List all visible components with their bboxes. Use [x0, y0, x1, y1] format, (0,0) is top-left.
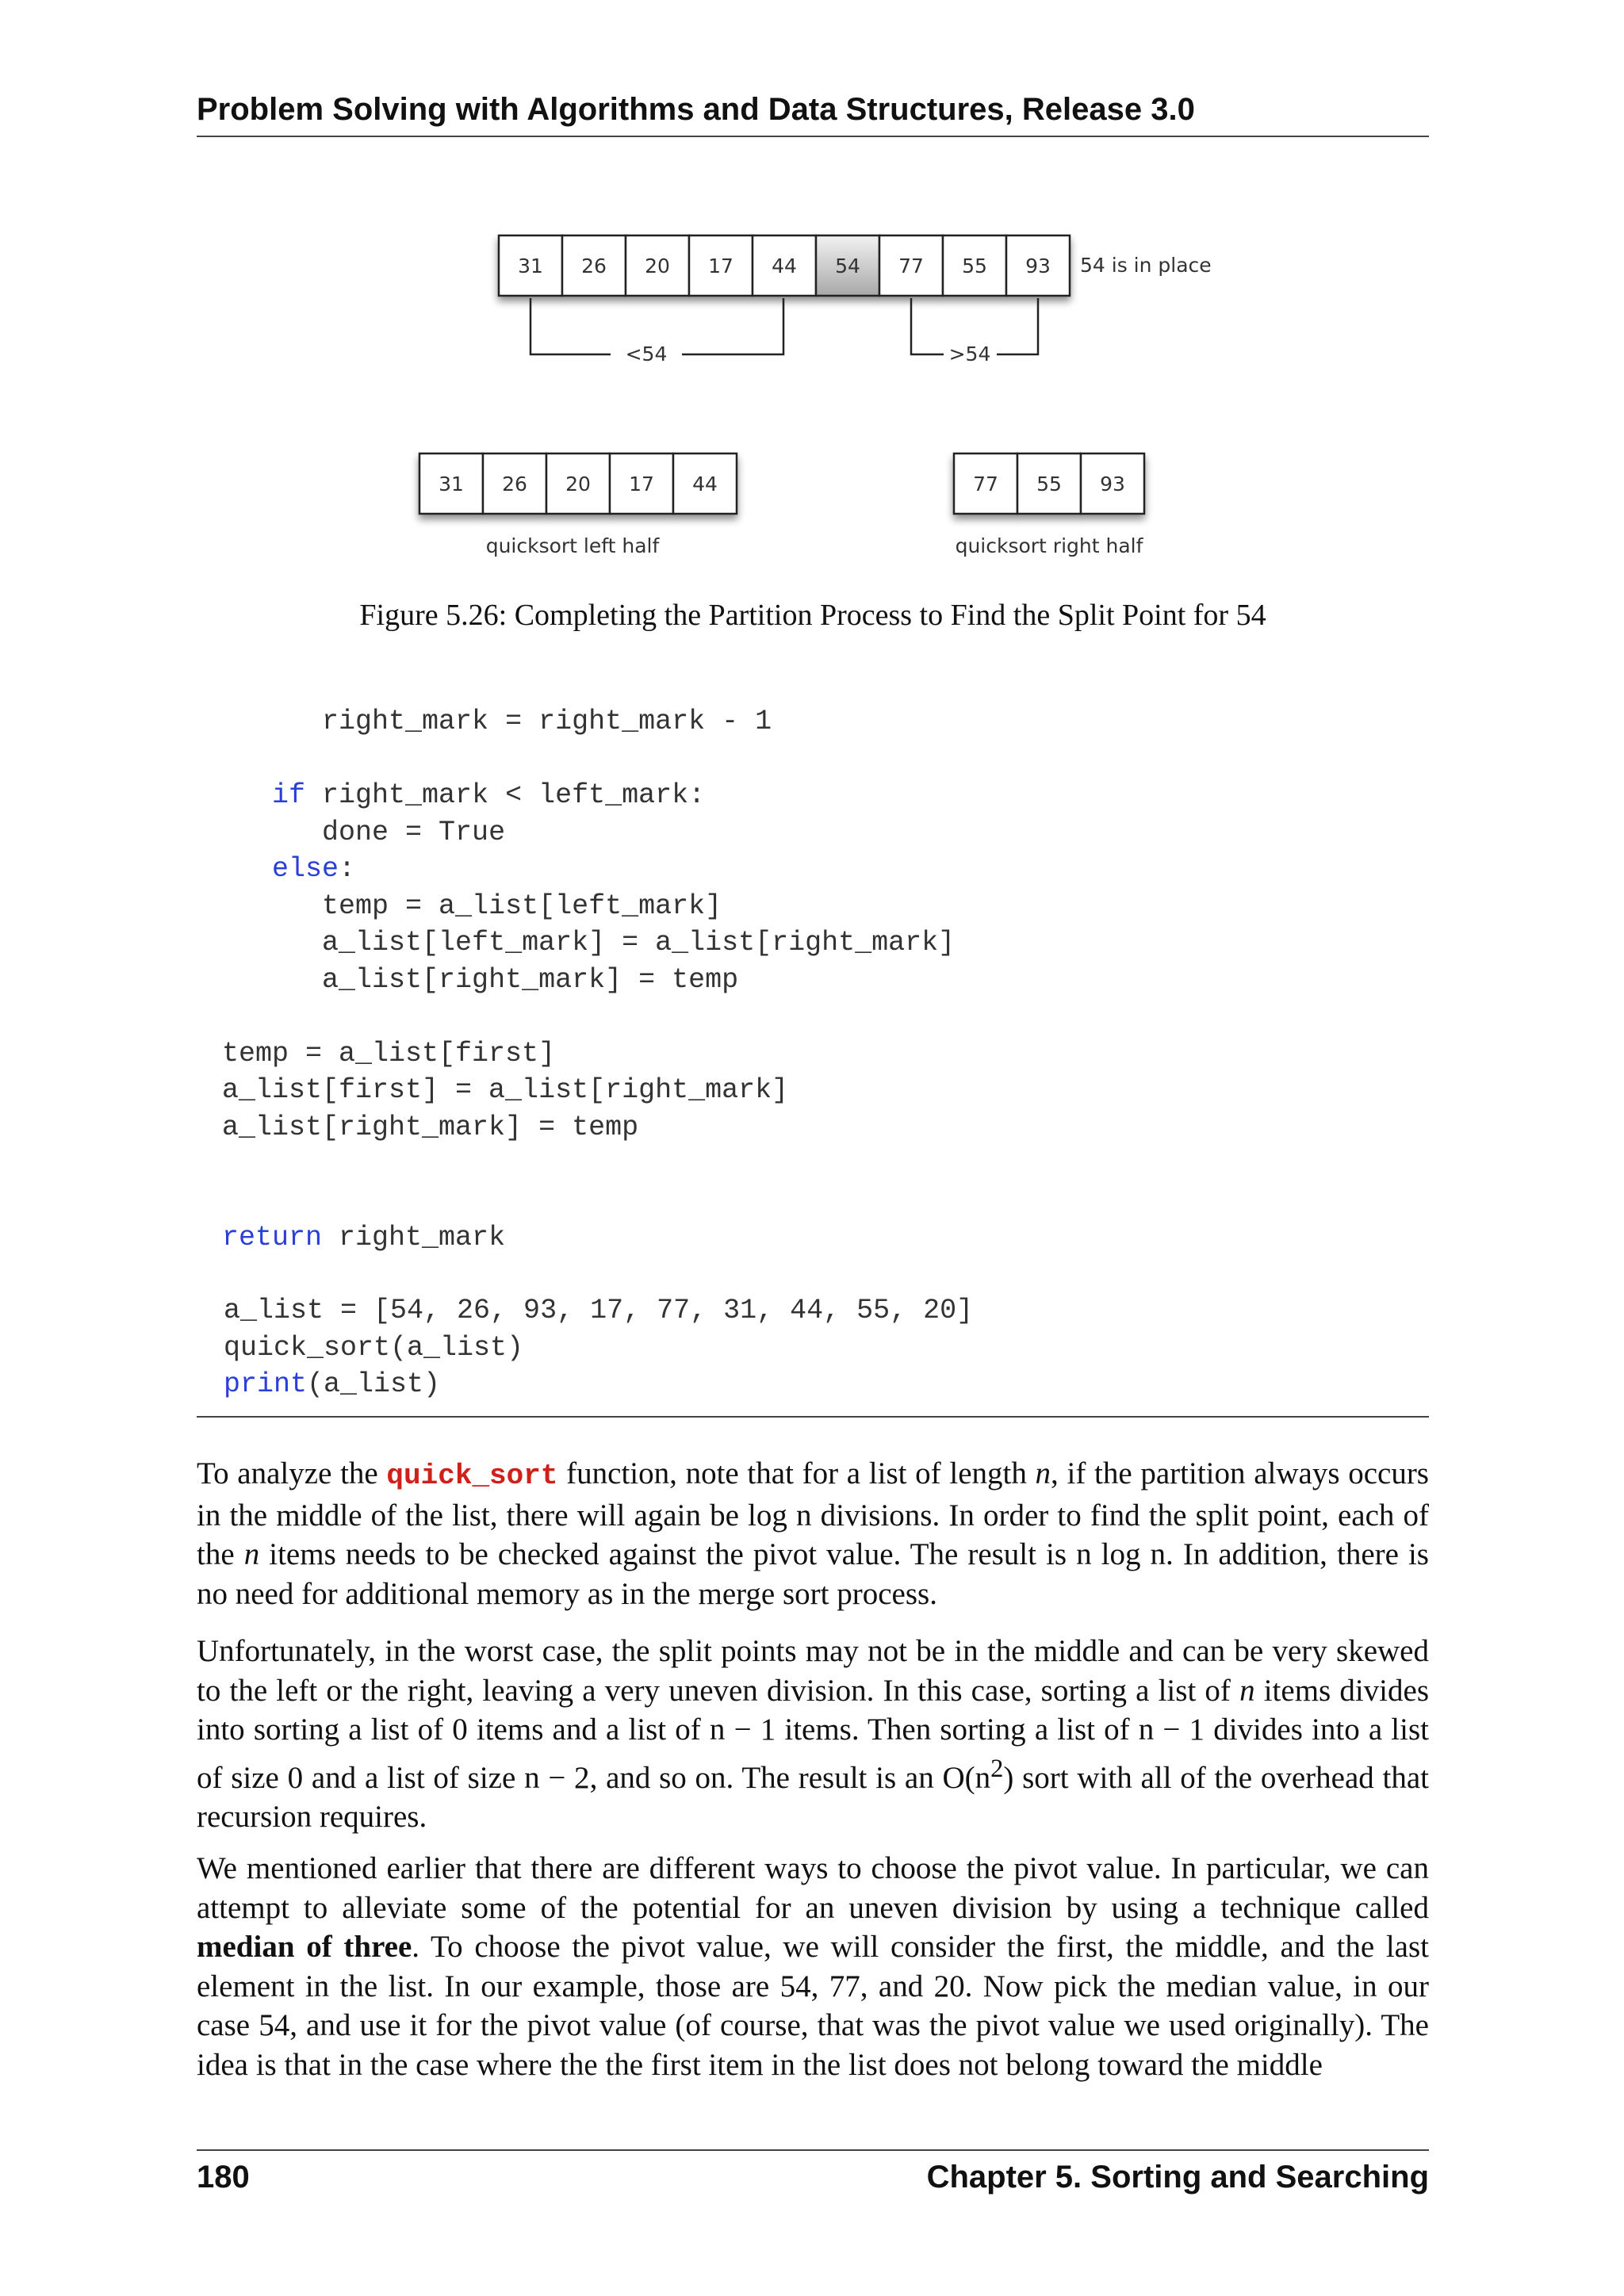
list-cell [943, 235, 1006, 296]
svg-text:55: 55 [1036, 473, 1062, 496]
running-header: Problem Solving with Algorithms and Data Structures, Release 3.0 [197, 92, 1195, 127]
svg-text:55: 55 [962, 254, 987, 277]
list-cell [610, 453, 673, 514]
paragraph-analysis: To analyze the quick_sort function, note that for a list of length n, if the partition always occurs in the middle of the list, there will again be log n divisions. In order to find the split point, each of the n items needs to be checked against the pivot value. The result is n log n. In addition, there is no need for additional memory as in the merge sort process. [197, 1456, 1429, 1611]
list-cell [419, 453, 483, 514]
right-half-cells [954, 453, 1144, 514]
list-cell [626, 235, 689, 296]
code-line: done = True [322, 816, 506, 848]
list-cell [954, 453, 1017, 514]
left-half-cells [419, 453, 737, 514]
svg-text:44: 44 [692, 473, 718, 496]
figure-caption: Figure 5.26: Completing the Partition Process to Find the Split Point for 54 [359, 599, 1266, 632]
svg-text:93: 93 [1025, 254, 1051, 277]
code-block [222, 703, 955, 1257]
code-line: a_list[left_mark] = a_list[right_mark] [322, 927, 956, 959]
svg-text:26: 26 [502, 473, 527, 496]
list-cell [879, 235, 943, 296]
code-line: a_list[right_mark] = temp [222, 1111, 639, 1143]
code-line: a_list[first] = a_list[right_mark] [222, 1074, 789, 1106]
svg-text:77: 77 [973, 473, 998, 496]
code-line: a_list[right_mark] = temp [322, 963, 739, 996]
list-cell [753, 235, 816, 296]
code-bottom-rule [197, 1416, 1429, 1418]
list-cell [673, 453, 737, 514]
list-cell [1081, 453, 1144, 514]
inline-code: quick_sort [386, 1460, 558, 1492]
code-line: return right_mark [222, 1222, 506, 1253]
right-bracket-label: >54 [948, 342, 991, 365]
list-cell [499, 235, 562, 296]
svg-text:31: 31 [439, 473, 464, 496]
svg-text:54: 54 [835, 254, 860, 277]
code-line: if right_mark < left_mark: [272, 779, 706, 811]
list-cell [483, 453, 546, 514]
svg-text:17: 17 [708, 254, 733, 277]
header-rule [197, 136, 1429, 137]
code-line: right_mark = right_mark - 1 [322, 706, 772, 737]
partition-figure [396, 222, 1269, 571]
list-cell [1017, 453, 1081, 514]
svg-text:17: 17 [629, 473, 654, 496]
svg-text:77: 77 [898, 254, 924, 277]
paragraph-median-of-three: We mentioned earlier that there are different ways to choose the pivot value. In particular, we can attempt to alleviate some of the potential for an uneven division by using a technique called median of three. To choose the pivot value, we will consider the first, the middle, and the last element in the list. In our example, those are 54, 77, and 20. Now pick the median value, in our case 54, and use it for the pivot value (of course, that was the pivot value we used originally). The idea is that in the case where the the first item in the list does not belong toward the middle [197, 1851, 1430, 2082]
svg-text:20: 20 [645, 254, 670, 277]
running-footer [197, 2156, 1429, 2198]
right-half-label: quicksort right half [955, 534, 1143, 557]
code-line: temp = a_list[left_mark] [322, 890, 722, 922]
code-line: a_list = [54, 26, 93, 17, 77, 31, 44, 55, 20] [224, 1295, 974, 1326]
svg-text:20: 20 [565, 473, 591, 496]
svg-text:26: 26 [581, 254, 607, 277]
code-line: print(a_list) [224, 1368, 441, 1400]
in-place-label: 54 is in place [1080, 254, 1212, 277]
code-line: temp = a_list[first] [222, 1037, 556, 1070]
top-row-cells [499, 235, 1070, 296]
chapter-title: Chapter 5. Sorting and Searching [926, 2160, 1429, 2195]
left-bracket-label: <54 [625, 342, 668, 365]
paragraph-worst-case: Unfortunately, in the worst case, the split points may not be in the middle and can be very skewed to the left or the right, leaving a very uneven division. In this case, sorting a list of n items divides into sorting a list of 0 items and a list of n − 1 items. Then sorting a list of n − 1 divides into a list of size 0 and a list of size n − 2, and so on. The result is an $O(n^2)$ sort with all of the overhead that recursion requires. [197, 1634, 1430, 1834]
code-line: quick_sort(a_list) [224, 1331, 524, 1364]
svg-text:44: 44 [772, 254, 797, 277]
list-cell [562, 235, 626, 296]
pivot-cell [816, 235, 879, 296]
partition-diagram [396, 222, 1269, 571]
left-half-label: quicksort left half [485, 534, 660, 557]
svg-text:93: 93 [1100, 473, 1125, 496]
list-cell [689, 235, 753, 296]
list-cell [1006, 235, 1070, 296]
code-block-main [224, 1292, 973, 1403]
page-number: 180 [197, 2160, 250, 2195]
footer-rule [197, 2149, 1429, 2151]
svg-text:31: 31 [518, 254, 543, 277]
code-line: else: [272, 853, 356, 885]
list-cell [546, 453, 610, 514]
